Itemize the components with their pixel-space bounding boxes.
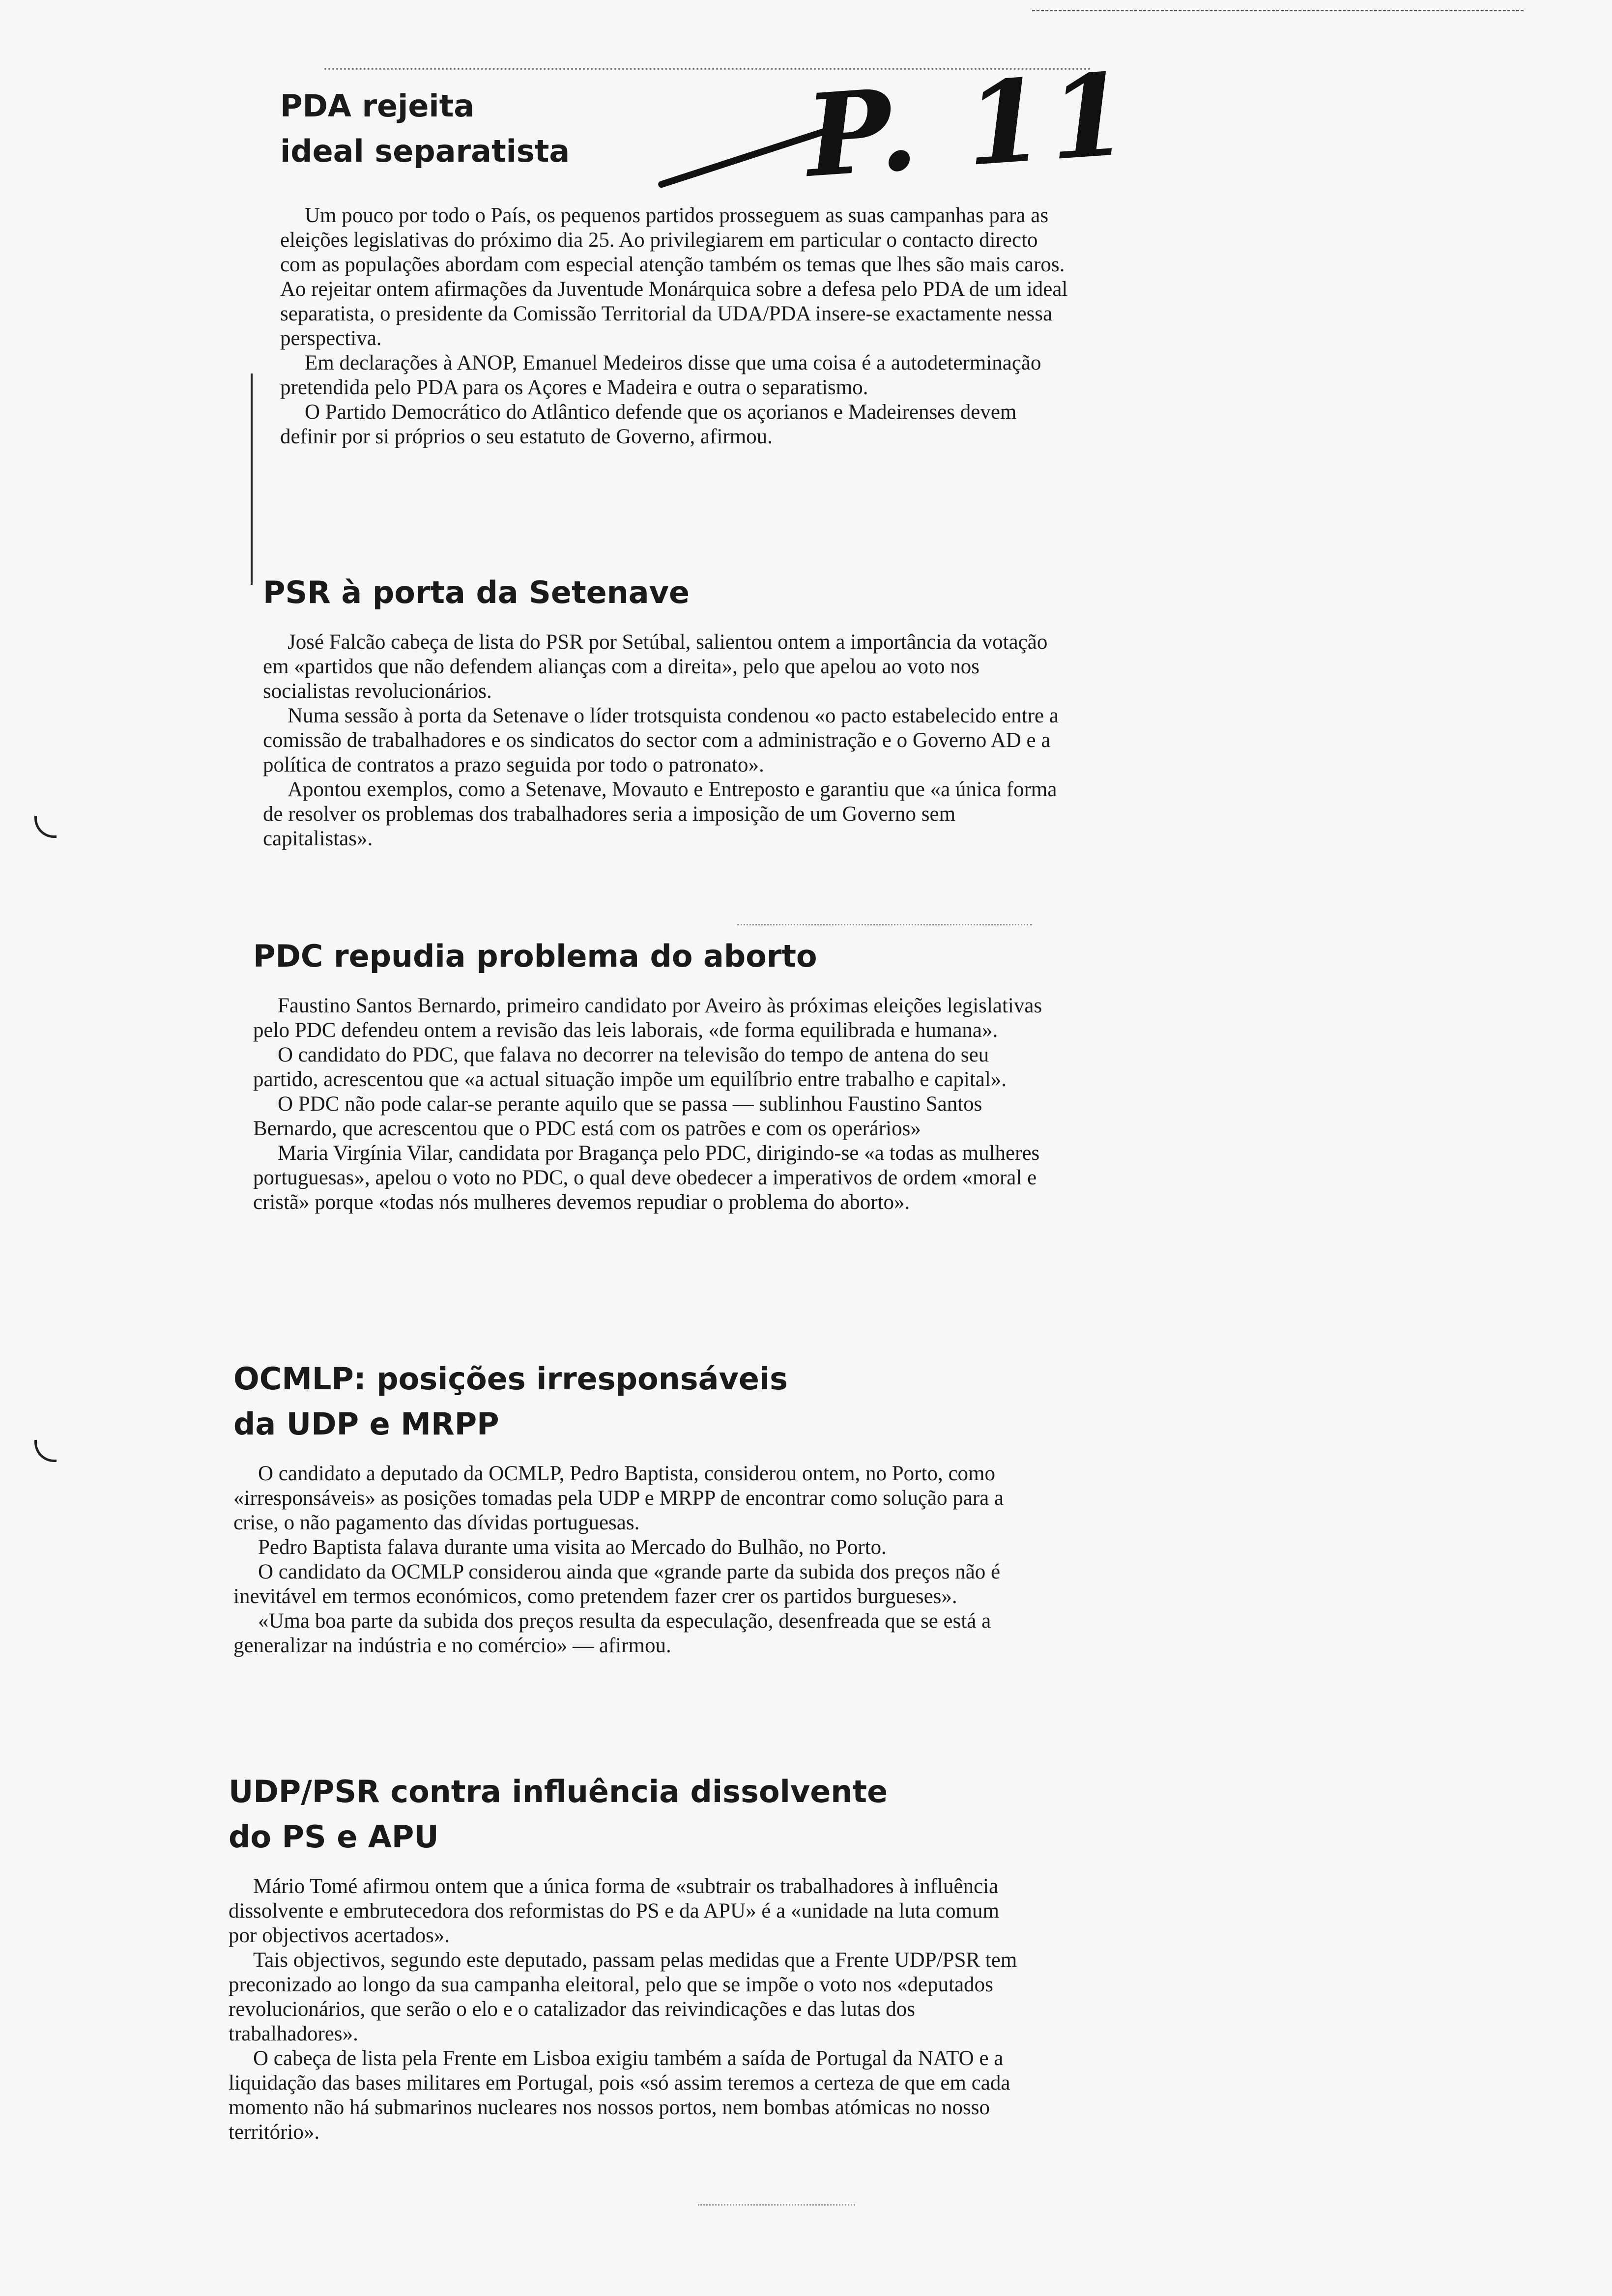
- paragraph: Tais objectivos, segundo este deputado, passam pelas medidas que a Frente UDP/PSR tem preconizado ao longo da sua campanha eleitoral, pelo que se impõe o voto nos «deputados revolucionários, que serão o elo e o catalizador das reivindicações e das lutas dos trabalhadores».: [229, 1949, 1017, 2045]
- paragraph: O candidato a deputado da OCMLP, Pedro Baptista, considerou ontem, no Porto, como «irresponsáveis» as posições tomadas pela UDP e MRPP de encontrar como solução para a crise, o não pagamento das dívidas portuguesas.: [233, 1462, 1004, 1534]
- article-headline: [229, 1769, 1025, 1860]
- paragraph: «Uma boa parte da subida dos preços resulta da especulação, desenfreada que se está a generalizar na indústria e no comércio» — afirmou.: [233, 1609, 991, 1657]
- article-body: [229, 1874, 1025, 2145]
- margin-bar: [251, 373, 253, 585]
- paragraph: Numa sessão à porta da Setenave o líder trotsquista condenou «o pacto estabelecido entre a comissão de trabalhadores e os sindicatos do sector com a administração e o Governo AD e a política de contratos a prazo seguida por todo o patronato».: [263, 704, 1059, 776]
- article-psr: [263, 570, 1064, 851]
- scan-speckle: [737, 924, 1032, 925]
- headline-line: ideal separatista: [280, 133, 570, 169]
- paragraph: O candidato da OCMLP considerou ainda que «grande parte da subida dos preços não é inevitável em termos económicos, como pretendem fazer crer os partidos burgueses».: [233, 1560, 1001, 1608]
- margin-corner-mark: [34, 816, 57, 838]
- article-body: [253, 994, 1059, 1215]
- headline-line: PDC repudia problema do aborto: [253, 938, 817, 974]
- paragraph: Apontou exemplos, como a Setenave, Movauto e Entreposto e garantiu que «a única forma de resolver os problemas dos trabalhadores seria a imposição de um Governo sem capitalistas».: [263, 778, 1057, 850]
- paragraph: Um pouco por todo o País, os pequenos partidos prosseguem as suas campanhas para as eleições legislativas do próximo dia 25. Ao privilegiarem em particular o contacto directo com as populações abordam com especial atenção também os temas que lhes são mais caros. Ao rejeitar ontem afirmações da Juventude Monárquica sobre a defesa pelo PDA de um ideal separatista, o presidente da Comissão Territorial da UDA/PDA insere-se exactamente nessa perspectiva.: [280, 204, 1068, 350]
- headline-line: do PS e APU: [229, 1819, 439, 1855]
- article-pdc: [253, 934, 1059, 1215]
- article-body: [233, 1462, 1030, 1658]
- paragraph: Maria Virgínia Vilar, candidata por Bragança pelo PDC, dirigindo-se «a todas as mulheres portuguesas», apelou o voto no PDC, o qual deve obedecer a imperativos de ordem «moral e cristã» porque «todas nós mulheres devemos repudiar o problema do aborto».: [253, 1142, 1040, 1214]
- headline-line: OCMLP: posições irresponsáveis: [233, 1361, 788, 1397]
- headline-line: UDP/PSR contra influência dissolvente: [229, 1774, 888, 1809]
- article-headline: [233, 1356, 1030, 1447]
- paragraph: Pedro Baptista falava durante uma visita ao Mercado do Bulhão, no Porto.: [258, 1536, 887, 1559]
- margin-corner-mark: [34, 1440, 57, 1462]
- article-headline: [253, 934, 1059, 979]
- paragraph: Em declarações à ANOP, Emanuel Medeiros disse que uma coisa é a autodeterminação pretendida pelo PDA para os Açores e Madeira e outra o separatismo.: [280, 351, 1041, 399]
- headline-line: da UDP e MRPP: [233, 1406, 499, 1442]
- article-headline: [280, 84, 1071, 174]
- headline-line: PSR à porta da Setenave: [263, 574, 690, 610]
- paragraph: O Partido Democrático do Atlântico defende que os açorianos e Madeirenses devem definir por si próprios o seu estatuto de Governo, afirmou.: [280, 401, 1017, 448]
- paragraph: José Falcão cabeça de lista do PSR por Setúbal, salientou ontem a importância da votação em «partidos que não defendem alianças com a direita», pelo que apelou ao voto nos socialistas revolucionários.: [263, 631, 1048, 703]
- article-pda: [280, 84, 1071, 449]
- headline-line: PDA rejeita: [280, 88, 475, 124]
- top-edge-line: [1032, 10, 1524, 11]
- paragraph: O cabeça de lista pela Frente em Lisboa exigiu também a saída de Portugal da NATO e a liquidação das bases militares em Portugal, pois «só assim teremos a certeza de que em cada momento não há submarinos nucleares nos nossos portos, nem bombas atómicas no nosso território».: [229, 2047, 1010, 2144]
- handwritten-page-note: P. 11: [802, 48, 1137, 203]
- paragraph: Mário Tomé afirmou ontem que a única forma de «subtrair os trabalhadores à influência dissolvente e embrutecedora dos reformistas do PS e da APU» é a «unidade na luta comum por objectivos acertados».: [229, 1875, 999, 1947]
- article-body: [263, 630, 1064, 851]
- article-udp-psr: [229, 1769, 1025, 2145]
- paragraph: O candidato do PDC, que falava no decorrer na televisão do tempo de antena do seu partido, acrescentou que «a actual situação impõe um equilíbrio entre trabalho e capital».: [253, 1043, 1007, 1091]
- article-ocmlp: [233, 1356, 1030, 1658]
- article-body: [280, 203, 1071, 449]
- article-headline: [263, 570, 1064, 615]
- paragraph: O PDC não pode calar-se perante aquilo que se passa — sublinhou Faustino Santos Bernardo, que acrescentou que o PDC está com os patrões e com os operários»: [253, 1092, 982, 1140]
- paragraph: Faustino Santos Bernardo, primeiro candidato por Aveiro às próximas eleições legislativas pelo PDC defendeu ontem a revisão das leis laborais, «de forma equilibrada e humana».: [253, 994, 1042, 1042]
- scan-speckle: [698, 2204, 855, 2206]
